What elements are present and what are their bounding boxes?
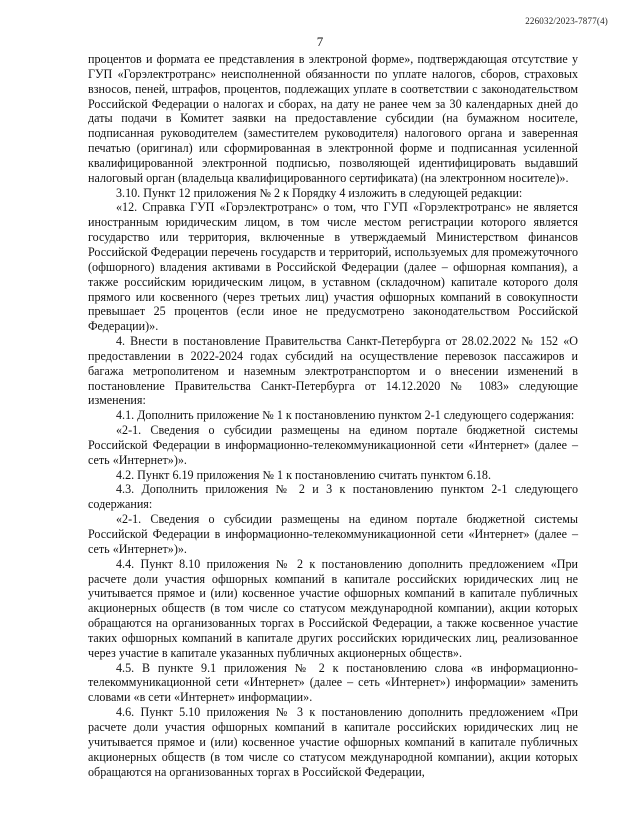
paragraph: 4.5. В пункте 9.1 приложения № 2 к постановлению слова «в информационно-телекоммуникационной сети «Интернет» (далее – сеть «Интернет») информации» заменить словами «в сети «Интернет» информации».	[88, 660, 578, 705]
document-registration-number: 226032/2023-7877(4)	[525, 16, 608, 26]
paragraph: «2-1. Сведения о субсидии размещены на едином портале бюджетной системы Российской Федерации в информационно-телекоммуникационной сети «Интернет» (далее – сеть «Интернет»)».	[88, 423, 578, 467]
paragraph: 4.2. Пункт 6.19 приложения № 1 к постановлению считать пунктом 6.18.	[116, 467, 491, 482]
paragraph: процентов и формата ее представления в электроной форме», подтверждающая отсутствие у ГУП «Горэлектротранс» неисполненной обязанности по уплате налогов, сборов, страховых взносов, пеней, штрафов, процентов, подлежащих уплате в соответствии с законодательством Российской Федерации о налогах и сборах, на дату не ранее чем за 30 календарных дней до даты подачи в Комитет заявки на предоставление субсидии (на бумажном носителе, подписанная руководителем (заместителем руководителя) налогового органа и заверенная печатью (оригинал) или сформированная в электронной форме и подписанная усиленной квалифицированной электронной подписью, позволяющей идентифицировать выдавший налоговый орган (владельца квалифицированного сертификата) (на электронном носителе)».	[88, 52, 578, 185]
paragraph: 4. Внести в постановление Правительства Санкт-Петербурга от 28.02.2022 № 152 «О предоставлении в 2022-2024 годах субсидий на осуществление перевозок пассажиров и багажа метрополитеном и наземным электротранспортом и о внесении изменений в постановление Правительства Санкт-Петербурга от 14.12.2020 № 1083» следующие изменения:	[88, 334, 578, 408]
paragraph: 4.4. Пункт 8.10 приложения № 2 к постановлению дополнить предложением «При расчете доли участия офшорных компаний в капитале российских юридических лиц не учитывается прямое и (или) косвенное участие офшорных компаний в капитале публичных акционерных обществ (в том числе со статусом международной компании), акции которых обращаются на организованных торгах в Российской Федерации, а также косвенное участие таких офшорных компаний в капитале других российских юридических лиц, реализованное через участие в капитале указанных публичных акционерных обществ».	[88, 556, 578, 660]
paragraph: «2-1. Сведения о субсидии размещены на едином портале бюджетной системы Российской Федерации в информационно-телекоммуникационной сети «Интернет» (далее – сеть «Интернет»)».	[88, 512, 578, 556]
paragraph: «12. Справка ГУП «Горэлектротранс» о том, что ГУП «Горэлектротранс» не является иностранным юридическим лицом, в том числе местом регистрации которого является государство или территория, включенные в утверждаемый Министерством финансов Российской Федерации перечень государств и территорий, используемых для промежуточного (офшорного) владения активами в Российской Федерации (далее – офшорная компания), а также российским юридическим лицом, в уставном (складочном) капитале которого доля прямого или косвенного (через третьих лиц) участия офшорных компаний в совокупности превышает 25 процентов (если иное не предусмотрено законодательством Российской Федерации)».	[88, 200, 578, 334]
document-body	[88, 52, 578, 779]
page-number: 7	[316, 34, 324, 49]
paragraph: 4.6. Пункт 5.10 приложения № 3 к постановлению дополнить предложением «При расчете доли участия офшорных компаний в капитале российских юридических лиц не учитывается прямое и (или) косвенное участие офшорных компаний в капитале публичных акционерных обществ (в том числе со статусом международной компании), акции которых обращаются на организованных торгах в Российской Федерации,	[88, 705, 578, 779]
paragraph: 3.10. Пункт 12 приложения № 2 к Порядку 4 изложить в следующей редакции:	[116, 185, 523, 200]
paragraph: 4.3. Дополнить приложения № 2 и 3 к постановлению пунктом 2-1 следующего содержания:	[88, 482, 578, 512]
paragraph: 4.1. Дополнить приложение № 1 к постановлению пунктом 2-1 следующего содержания:	[116, 408, 575, 423]
